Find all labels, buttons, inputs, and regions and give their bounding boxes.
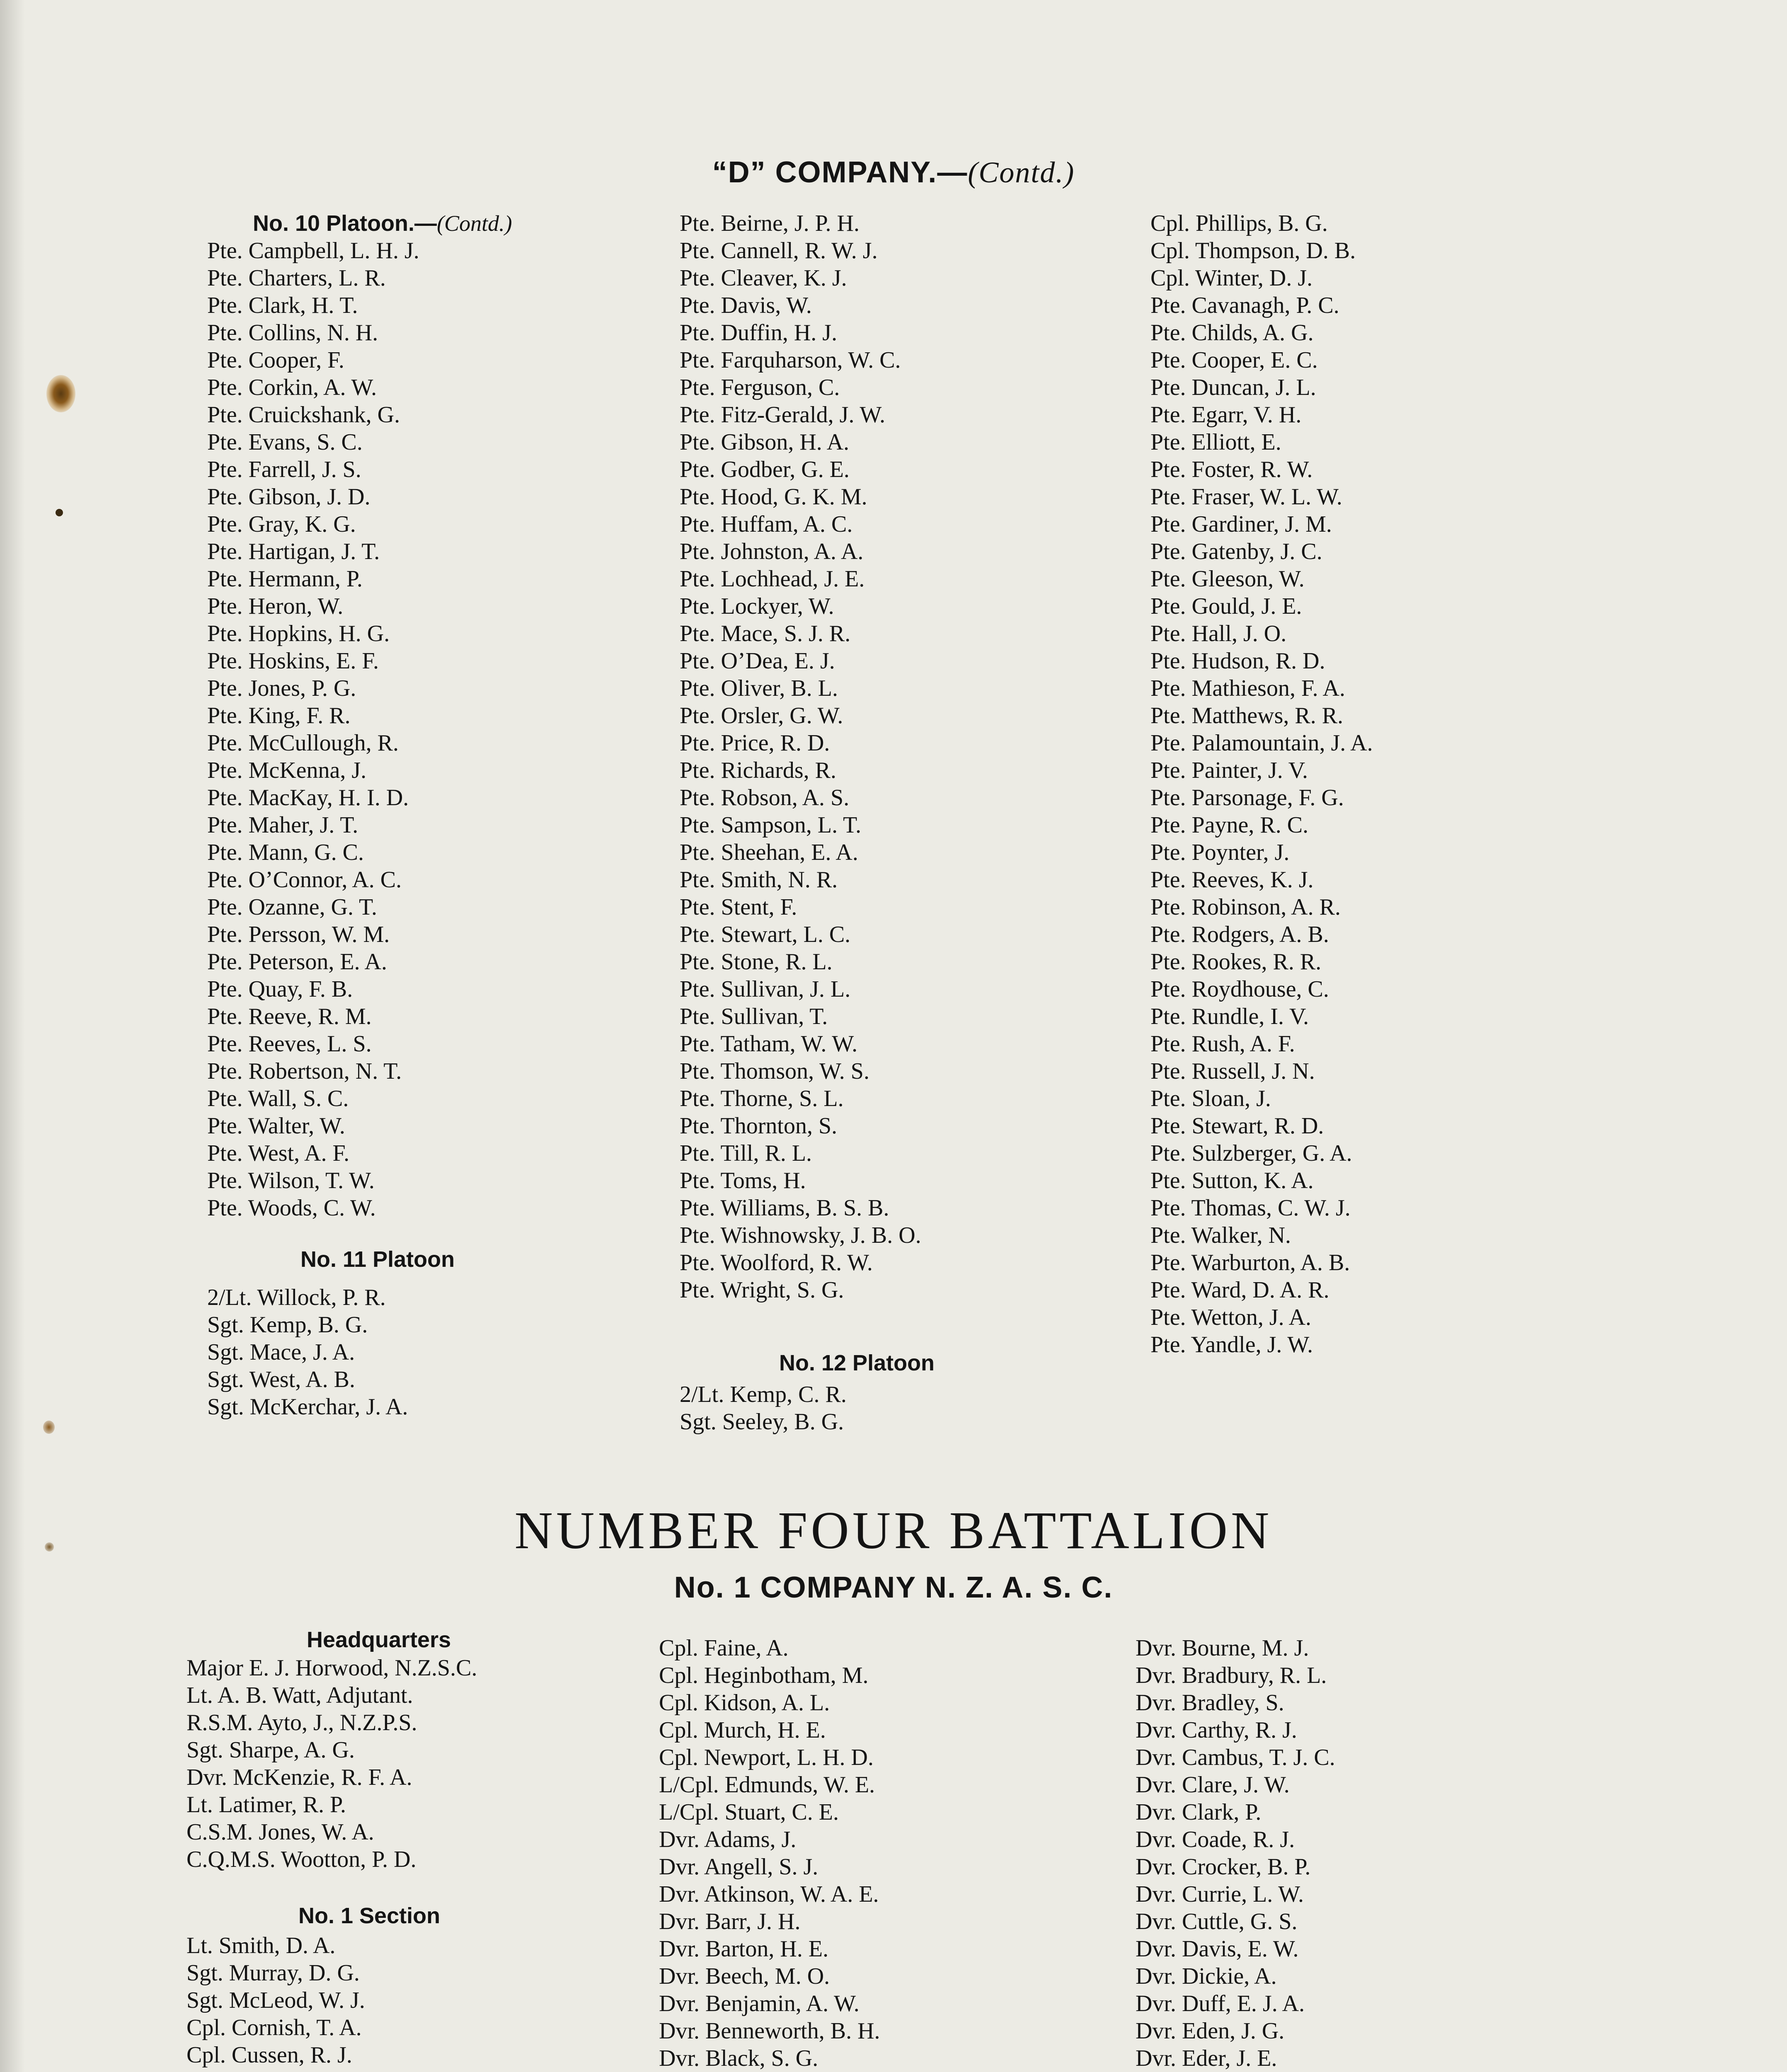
roster-entry: Pte. Heron, W. — [207, 593, 344, 619]
roster-entry: Pte. Beirne, J. P. H. — [680, 211, 860, 236]
roster-entry: Pte. Toms, H. — [680, 1168, 806, 1193]
roster-entry: Pte. Hudson, R. D. — [1150, 648, 1325, 674]
roster-entry: Pte. Lockyer, W. — [680, 593, 834, 619]
roster-column-5 — [659, 1634, 880, 2072]
roster-entry: Dvr. Cambus, T. J. C. — [1136, 1745, 1335, 1770]
roster-entry: Pte. Rundle, I. V. — [1150, 1004, 1309, 1029]
roster-entry: Pte. Peterson, E. A. — [207, 949, 387, 975]
roster-entry: Dvr. Crocker, B. P. — [1136, 1854, 1311, 1880]
roster-entry: Pte. Till, R. L. — [680, 1140, 812, 1166]
roster-entry: Pte. Russell, J. N. — [1150, 1058, 1315, 1084]
roster-entry: Pte. Corkin, A. W. — [207, 375, 377, 400]
roster-entry: Dvr. Davis, E. W. — [1136, 1936, 1299, 1962]
roster-entry: Pte. O’Connor, A. C. — [207, 867, 402, 893]
roster-entry: R.S.M. Ayto, J., N.Z.P.S. — [186, 1710, 417, 1736]
foxing-stain — [56, 509, 63, 516]
roster-entry: Pte. Gardiner, J. M. — [1150, 511, 1332, 537]
roster-entry: Pte. Wishnowsky, J. B. O. — [680, 1222, 921, 1248]
roster-entry: Pte. Foster, R. W. — [1150, 457, 1313, 482]
roster-column-2 — [680, 210, 935, 1435]
roster-entry: Pte. O’Dea, E. J. — [680, 648, 835, 674]
roster-entry: Pte. Sheehan, E. A. — [680, 840, 858, 865]
roster-entry: Pte. Cavanagh, P. C. — [1150, 293, 1339, 318]
roster-entry: Pte. Price, R. D. — [680, 730, 830, 756]
roster-entry: Cpl. Phillips, B. G. — [1150, 211, 1328, 236]
roster-entry: Pte. Huffam, A. C. — [680, 511, 853, 537]
roster-entry: Pte. Thornton, S. — [680, 1113, 838, 1139]
roster-entry: Dvr. Adams, J. — [659, 1827, 797, 1852]
roster-entry: C.Q.M.S. Wootton, P. D. — [186, 1847, 416, 1872]
roster-entry: Pte. MacKay, H. I. D. — [207, 785, 409, 811]
roster-entry: Pte. Charters, L. R. — [207, 265, 386, 291]
roster-entry: Pte. West, A. F. — [207, 1140, 350, 1166]
roster-entry: Pte. Tatham, W. W. — [680, 1031, 858, 1057]
roster-entry: Pte. Sullivan, J. L. — [680, 976, 851, 1002]
roster-entry: Pte. Richards, R. — [680, 758, 836, 783]
roster-entry: Pte. Palamountain, J. A. — [1150, 730, 1373, 756]
roster-entry: Cpl. Thompson, D. B. — [1150, 238, 1356, 264]
roster-entry: Dvr. Duff, E. J. A. — [1136, 1991, 1305, 2016]
roster-entry: Pte. McCullough, R. — [207, 730, 399, 756]
roster-entry: Pte. Collins, N. H. — [207, 320, 378, 346]
roster-entry: Pte. King, F. R. — [207, 703, 351, 729]
roster-entry: Sgt. Sharpe, A. G. — [186, 1737, 355, 1763]
roster-entry: Pte. Yandle, J. W. — [1150, 1332, 1313, 1358]
roster-entry: Pte. Matthews, R. R. — [1150, 703, 1344, 729]
company-heading-contd: (Contd.) — [968, 156, 1075, 189]
roster-entry: Pte. Gibson, J. D. — [207, 484, 370, 510]
roster-entry: Pte. Sutton, K. A. — [1150, 1168, 1314, 1193]
roster-entry: Pte. Parsonage, F. G. — [1150, 785, 1344, 811]
roster-entry: Pte. Ozanne, G. T. — [207, 894, 378, 920]
roster-entry: Dvr. Benneworth, B. H. — [659, 2018, 880, 2044]
roster-entry: Pte. Clark, H. T. — [207, 293, 358, 318]
roster-entry: Pte. Fraser, W. L. W. — [1150, 484, 1342, 510]
roster-entry: 2/Lt. Kemp, C. R. — [680, 1382, 847, 1407]
roster-entry: Pte. Egarr, V. H. — [1150, 402, 1302, 428]
roster-entry: Pte. Persson, W. M. — [207, 922, 390, 947]
roster-entry: Pte. Smith, N. R. — [680, 867, 838, 893]
roster-entry: Cpl. Kidson, A. L. — [659, 1690, 830, 1716]
roster-entry: Dvr. Eder, J. E. — [1136, 2045, 1277, 2071]
roster-entry: Pte. Reeves, L. S. — [207, 1031, 372, 1057]
roster-entry: Pte. Stewart, L. C. — [680, 922, 851, 947]
roster-entry: L/Cpl. Edmunds, W. E. — [659, 1772, 875, 1798]
roster-entry: Pte. Stent, F. — [680, 894, 797, 920]
roster-entry: Cpl. Heginbotham, M. — [659, 1663, 869, 1688]
roster-entry: Pte. Gibson, H. A. — [680, 429, 850, 455]
roster-entry: Pte. Hopkins, H. G. — [207, 621, 390, 646]
roster-entry: Pte. Sullivan, T. — [680, 1004, 828, 1029]
roster-entry: Pte. Walker, N. — [1150, 1222, 1291, 1248]
roster-entry: Lt. A. B. Watt, Adjutant. — [186, 1682, 413, 1708]
roster-entry: Pte. Farrell, J. S. — [207, 457, 361, 482]
roster-entry: Cpl. Newport, L. H. D. — [659, 1745, 874, 1770]
section-1-list — [186, 1932, 477, 2069]
roster-entry: Dvr. Bradley, S. — [1136, 1690, 1284, 1716]
roster-entry: Sgt. McLeod, W. J. — [186, 1987, 365, 2013]
roster-entry: Dvr. Bradbury, R. L. — [1136, 1663, 1327, 1688]
roster-entry: Pte. Maher, J. T. — [207, 812, 358, 838]
roster-entry: Pte. Thorne, S. L. — [680, 1086, 844, 1111]
roster-entry: Dvr. Clare, J. W. — [1136, 1772, 1290, 1798]
roster-entry: Pte. Davis, W. — [680, 293, 812, 318]
roster-entry: Pte. Williams, B. S. B. — [680, 1195, 889, 1221]
roster-entry: Pte. Oliver, B. L. — [680, 675, 838, 701]
roster-entry: Pte. Sampson, L. T. — [680, 812, 862, 838]
roster-entry: Lt. Latimer, R. P. — [186, 1792, 346, 1818]
company-heading — [0, 155, 1787, 190]
roster-entry: Pte. Jones, P. G. — [207, 675, 356, 701]
platoon-12-list — [680, 1381, 935, 1435]
roster-entry: Dvr. Bourne, M. J. — [1136, 1635, 1309, 1661]
roster-entry: Dvr. Carthy, R. J. — [1136, 1717, 1297, 1743]
roster-entry: Pte. Childs, A. G. — [1150, 320, 1314, 346]
roster-entry: Pte. Woods, C. W. — [207, 1195, 376, 1221]
roster-entry: Pte. Payne, R. C. — [1150, 812, 1309, 838]
company-subtitle: No. 1 COMPANY N. Z. A. S. C. — [674, 1571, 1113, 1604]
roster-entry: Pte. Cannell, R. W. J. — [680, 238, 878, 264]
roster-entry: Sgt. McKerchar, J. A. — [207, 1394, 408, 1420]
roster-entry: Pte. Stewart, R. D. — [1150, 1113, 1324, 1139]
roster-column-6 — [1136, 1634, 1335, 2072]
roster-entry: Pte. Sloan, J. — [1150, 1086, 1271, 1111]
headquarters-list — [186, 1654, 477, 1873]
roster-entry: Pte. Roydhouse, C. — [1150, 976, 1329, 1002]
roster-entry: Pte. Lochhead, J. E. — [680, 566, 865, 592]
roster-entry: C.S.M. Jones, W. A. — [186, 1819, 374, 1845]
page-edge-shadow — [0, 0, 25, 2072]
roster-entry: Pte. Evans, S. C. — [207, 429, 363, 455]
roster-entry: Cpl. Winter, D. J. — [1150, 265, 1313, 291]
roster-entry: Pte. Cleaver, K. J. — [680, 265, 847, 291]
roster-entry: Dvr. McKenzie, R. F. A. — [186, 1765, 412, 1790]
roster-entry: Dvr. Currie, L. W. — [1136, 1881, 1304, 1907]
roster-entry: Pte. Reeves, K. J. — [1150, 867, 1314, 893]
section-1-list-cont-2 — [1136, 1634, 1335, 2072]
roster-entry: Pte. Cruickshank, G. — [207, 402, 400, 428]
roster-entry: Pte. Gleeson, W. — [1150, 566, 1305, 592]
roster-entry: Pte. Fitz-Gerald, J. W. — [680, 402, 886, 428]
roster-entry: Pte. Painter, J. V. — [1150, 758, 1308, 783]
roster-entry: Pte. Rush, A. F. — [1150, 1031, 1295, 1057]
roster-entry: Dvr. Clark, P. — [1136, 1799, 1262, 1825]
roster-entry: Pte. McKenna, J. — [207, 758, 367, 783]
roster-entry: Pte. Mace, S. J. R. — [680, 621, 851, 646]
section-1-list-cont — [659, 1634, 880, 2072]
roster-entry: Dvr. Benjamin, A. W. — [659, 1991, 860, 2016]
roster-entry: Pte. Mathieson, F. A. — [1150, 675, 1345, 701]
roster-entry: Pte. Godber, G. E. — [680, 457, 850, 482]
roster-entry: Pte. Cooper, E. C. — [1150, 347, 1318, 373]
roster-entry: Pte. Robinson, A. R. — [1150, 894, 1341, 920]
roster-entry: Sgt. Kemp, B. G. — [207, 1312, 368, 1338]
roster-entry: Pte. Duffin, H. J. — [680, 320, 838, 346]
platoon-11-heading: No. 11 Platoon — [300, 1247, 455, 1272]
foxing-stain — [46, 375, 75, 412]
roster-entry: Pte. Reeve, R. M. — [207, 1004, 372, 1029]
headquarters-heading: Headquarters — [307, 1627, 451, 1652]
roster-entry: Pte. Hood, G. K. M. — [680, 484, 867, 510]
roster-entry: Dvr. Beech, M. O. — [659, 1963, 830, 1989]
roster-entry: Pte. Hall, J. O. — [1150, 621, 1287, 646]
roster-entry: Pte. Thomson, W. S. — [680, 1058, 869, 1084]
roster-entry: Pte. Campbell, L. H. J. — [207, 238, 419, 264]
roster-entry: Pte. Ward, D. A. R. — [1150, 1277, 1329, 1303]
roster-entry: Cpl. Faine, A. — [659, 1635, 789, 1661]
roster-entry: Pte. Wall, S. C. — [207, 1086, 349, 1111]
section-1-heading: No. 1 Section — [298, 1903, 441, 1928]
roster-entry: Pte. Elliott, E. — [1150, 429, 1281, 455]
roster-entry: Pte. Johnston, A. A. — [680, 539, 864, 564]
roster-column-3 — [1150, 210, 1373, 1358]
roster-entry: Sgt. West, A. B. — [207, 1367, 355, 1392]
roster-entry: Pte. Ferguson, C. — [680, 375, 840, 400]
roster-entry: Pte. Gatenby, J. C. — [1150, 539, 1322, 564]
roster-entry: Pte. Gray, K. G. — [207, 511, 356, 537]
roster-entry: Pte. Sulzberger, G. A. — [1150, 1140, 1352, 1166]
roster-entry: Dvr. Barr, J. H. — [659, 1909, 801, 1934]
roster-entry: Cpl. Cornish, T. A. — [186, 2015, 362, 2041]
roster-entry: Pte. Cooper, F. — [207, 347, 344, 373]
roster-entry: Pte. Orsler, G. W. — [680, 703, 843, 729]
platoon-11-list — [207, 1284, 512, 1421]
roster-entry: L/Cpl. Stuart, C. E. — [659, 1799, 839, 1825]
roster-entry: Pte. Walter, W. — [207, 1113, 345, 1139]
roster-entry: Pte. Farquharson, W. C. — [680, 347, 901, 373]
roster-entry: Dvr. Cuttle, G. S. — [1136, 1909, 1298, 1934]
roster-entry: Pte. Wetton, J. A. — [1150, 1305, 1312, 1330]
platoon-12-heading: No. 12 Platoon — [779, 1351, 935, 1375]
roster-entry: Sgt. Seeley, B. G. — [680, 1409, 844, 1435]
roster-entry: Pte. Hartigan, J. T. — [207, 539, 380, 564]
roster-entry: Pte. Poynter, J. — [1150, 840, 1290, 865]
foxing-stain — [43, 1421, 55, 1434]
platoon-10-list — [207, 237, 512, 1222]
platoon-12-list-cont — [1150, 210, 1373, 1358]
roster-entry: Pte. Hermann, P. — [207, 566, 363, 592]
roster-entry: Dvr. Atkinson, W. A. E. — [659, 1881, 879, 1907]
roster-entry: Pte. Mann, G. C. — [207, 840, 364, 865]
roster-entry: Dvr. Barton, H. E. — [659, 1936, 829, 1962]
roster-entry: Cpl. Murch, H. E. — [659, 1717, 826, 1743]
platoon-11-list-cont — [680, 210, 935, 1304]
roster-entry: Pte. Warburton, A. B. — [1150, 1250, 1350, 1276]
roster-entry: Dvr. Black, S. G. — [659, 2045, 818, 2071]
battalion-title: NUMBER FOUR BATTALION — [514, 1501, 1273, 1560]
roster-entry: Pte. Rookes, R. R. — [1150, 949, 1322, 975]
roster-entry: Cpl. Cussen, R. J. — [186, 2042, 352, 2068]
roster-entry: Major E. J. Horwood, N.Z.S.C. — [186, 1655, 477, 1681]
roster-entry: Pte. Thomas, C. W. J. — [1150, 1195, 1351, 1221]
roster-entry: Pte. Wilson, T. W. — [207, 1168, 375, 1193]
roster-entry: Dvr. Dickie, A. — [1136, 1963, 1277, 1989]
platoon-10-heading: No. 10 Platoon.—(Contd.) — [253, 211, 512, 236]
company-heading-main: “D” COMPANY.— — [712, 156, 968, 189]
roster-entry: 2/Lt. Willock, P. R. — [207, 1285, 386, 1310]
roster-entry: Pte. Stone, R. L. — [680, 949, 833, 975]
roster-column-4 — [186, 1626, 477, 2069]
roster-entry: Pte. Rodgers, A. B. — [1150, 922, 1329, 947]
roster-entry: Pte. Robson, A. S. — [680, 785, 850, 811]
roster-column-1 — [207, 210, 512, 1421]
roster-entry: Lt. Smith, D. A. — [186, 1933, 336, 1958]
roster-entry: Pte. Duncan, J. L. — [1150, 375, 1316, 400]
roster-entry: Pte. Hoskins, E. F. — [207, 648, 379, 674]
roster-entry: Dvr. Angell, S. J. — [659, 1854, 818, 1880]
roster-entry: Pte. Wright, S. G. — [680, 1277, 844, 1303]
roster-entry: Sgt. Mace, J. A. — [207, 1339, 355, 1365]
roster-entry: Pte. Quay, F. B. — [207, 976, 353, 1002]
roster-entry: Pte. Woolford, R. W. — [680, 1250, 873, 1276]
roster-entry: Dvr. Coade, R. J. — [1136, 1827, 1295, 1852]
roster-entry: Pte. Gould, J. E. — [1150, 593, 1302, 619]
roster-entry: Pte. Robertson, N. T. — [207, 1058, 402, 1084]
roster-entry: Dvr. Eden, J. G. — [1136, 2018, 1285, 2044]
roster-entry: Sgt. Murray, D. G. — [186, 1960, 360, 1986]
